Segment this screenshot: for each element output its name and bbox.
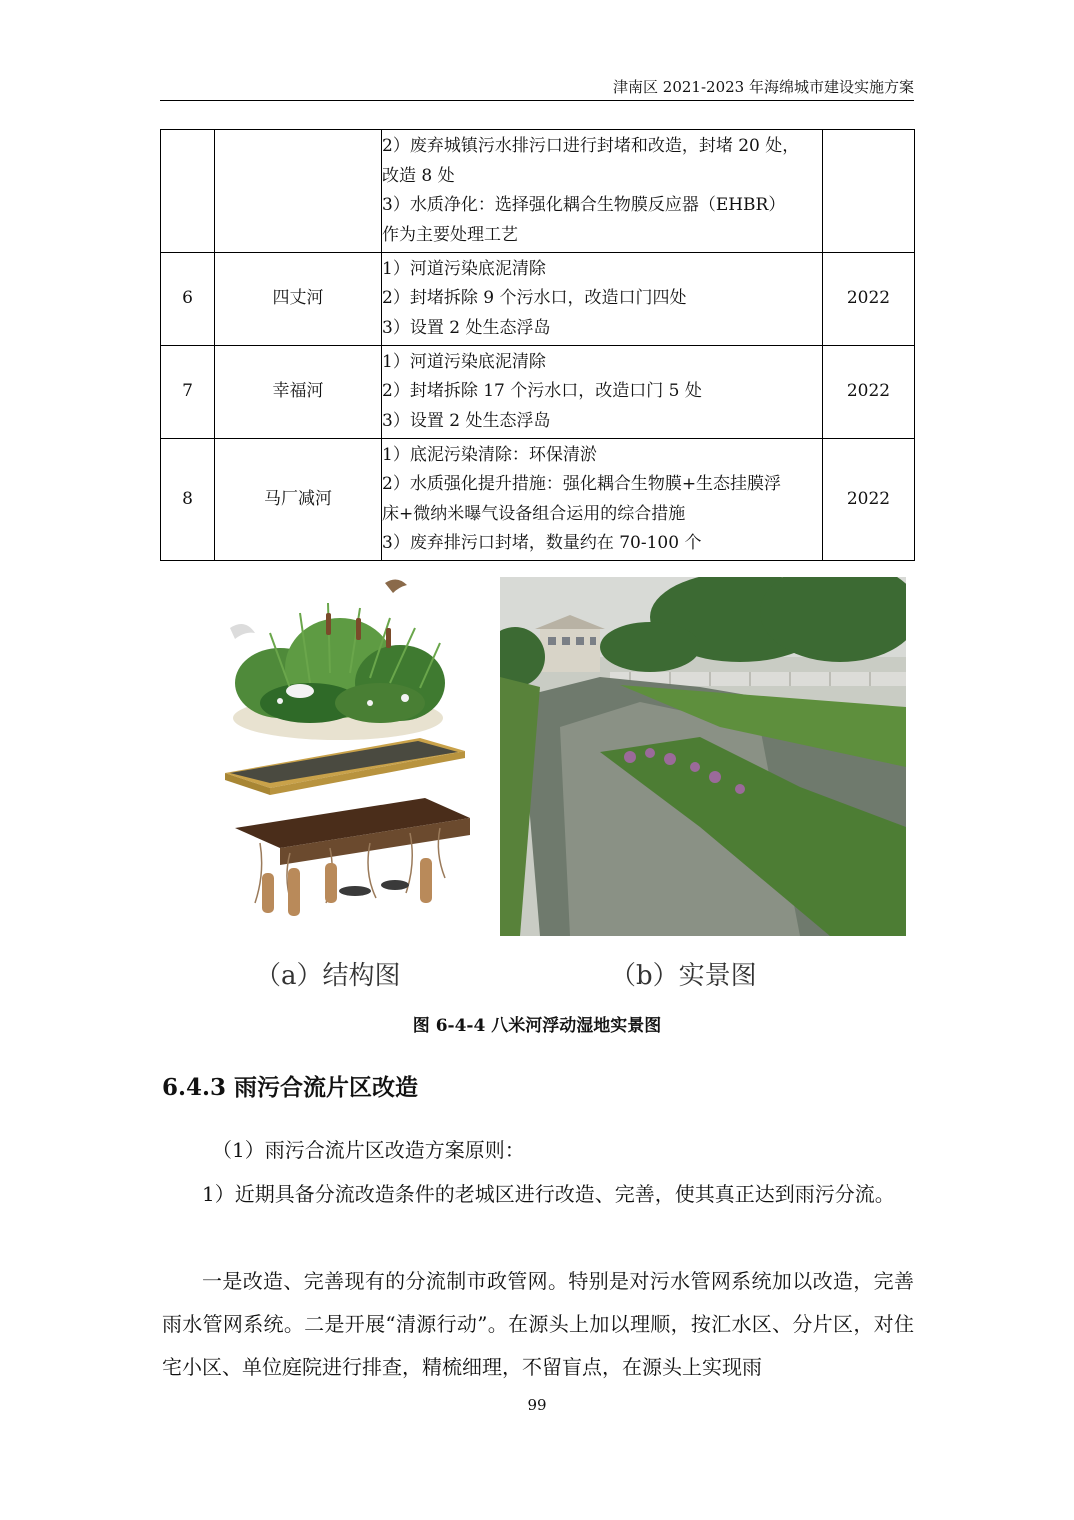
river-name xyxy=(215,130,382,253)
measures-cell xyxy=(382,130,823,253)
section-heading: 6.4.3 雨污合流片区改造 xyxy=(162,1074,419,1101)
measure-line: 3）设置 2 处生态浮岛 xyxy=(382,410,551,431)
year-cell xyxy=(823,130,915,253)
river-name: 幸福河 xyxy=(215,346,382,439)
row-number: 8 xyxy=(161,439,215,561)
river-name: 马厂减河 xyxy=(215,439,382,561)
measure-line: 2）封堵拆除 17 个污水口，改造口门 5 处 xyxy=(382,381,702,402)
measure-line: 3）废弃排污口封堵，数量约在 70-100 个 xyxy=(382,533,702,553)
measures-cell xyxy=(382,346,823,439)
measure-line: 1）底泥污染清除：环保清淤 xyxy=(382,444,597,465)
root-water-layer xyxy=(235,798,470,916)
row-number xyxy=(161,130,215,253)
table-row xyxy=(161,130,915,253)
river-scene-photo xyxy=(500,577,906,936)
row-number: 7 xyxy=(161,346,215,439)
page-header xyxy=(160,76,914,101)
measures-cell xyxy=(382,253,823,346)
year-cell: 2022 xyxy=(823,253,915,346)
floating-wetland-structure-illustration xyxy=(190,573,490,938)
measure-line: 1）河道污染底泥清除 xyxy=(382,351,546,372)
measure-line: 2）废弃城镇污水排污口进行封堵和改造，封堵 20 处， xyxy=(382,136,800,156)
measure-line: 3）水质净化：选择强化耦合生物膜反应器（EHBR） xyxy=(382,195,786,215)
floating-mat-layer xyxy=(225,738,465,795)
table-row xyxy=(161,346,915,439)
river-name: 四丈河 xyxy=(215,253,382,346)
measure-line: 床+微纳米曝气设备组合运用的综合措施 xyxy=(382,503,686,524)
project-table xyxy=(160,129,915,561)
measure-line: 1）河道污染底泥清除 xyxy=(382,258,546,279)
header-title: 津南区 2021-2023 年海绵城市建设实施方案 xyxy=(613,78,914,96)
figure-a-caption: （a）结构图 xyxy=(255,961,401,991)
measure-line: 2）水质强化提升措施：强化耦合生物膜+生态挂膜浮 xyxy=(382,474,782,494)
year-cell: 2022 xyxy=(823,346,915,439)
table-row xyxy=(161,253,915,346)
measures-cell xyxy=(382,439,823,561)
paragraph: 1）近期具备分流改造条件的老城区进行改造、完善，使其真正达到雨污分流。 xyxy=(202,1182,895,1206)
figure-b-caption: （b）实景图 xyxy=(610,961,757,991)
paragraph: 一是改造、完善现有的分流制市政管网。特别是对污水管网系统加以改造，完善雨水管网系统。二是开展“清源行动”。在源头上加以理顺，按汇水区、分片区，对住宅小区、单位庭院进行排查，精梳细理，不留盲点，在源头上实现雨 xyxy=(162,1269,914,1379)
measure-line: 改造 8 处 xyxy=(382,165,455,186)
row-number: 6 xyxy=(161,253,215,346)
measure-line: 作为主要处理工艺 xyxy=(382,224,518,245)
table-row xyxy=(161,439,915,561)
paragraph: （1）雨污合流片区改造方案原则： xyxy=(212,1138,525,1162)
plants-layer xyxy=(235,603,445,723)
measure-line: 3）设置 2 处生态浮岛 xyxy=(382,317,551,338)
page-number: 99 xyxy=(527,1396,547,1414)
measure-line: 2）封堵拆除 9 个污水口，改造口门四处 xyxy=(382,288,687,309)
figure-caption: 图 6-4-4 八米河浮动湿地实景图 xyxy=(412,1016,662,1036)
year-cell: 2022 xyxy=(823,439,915,561)
